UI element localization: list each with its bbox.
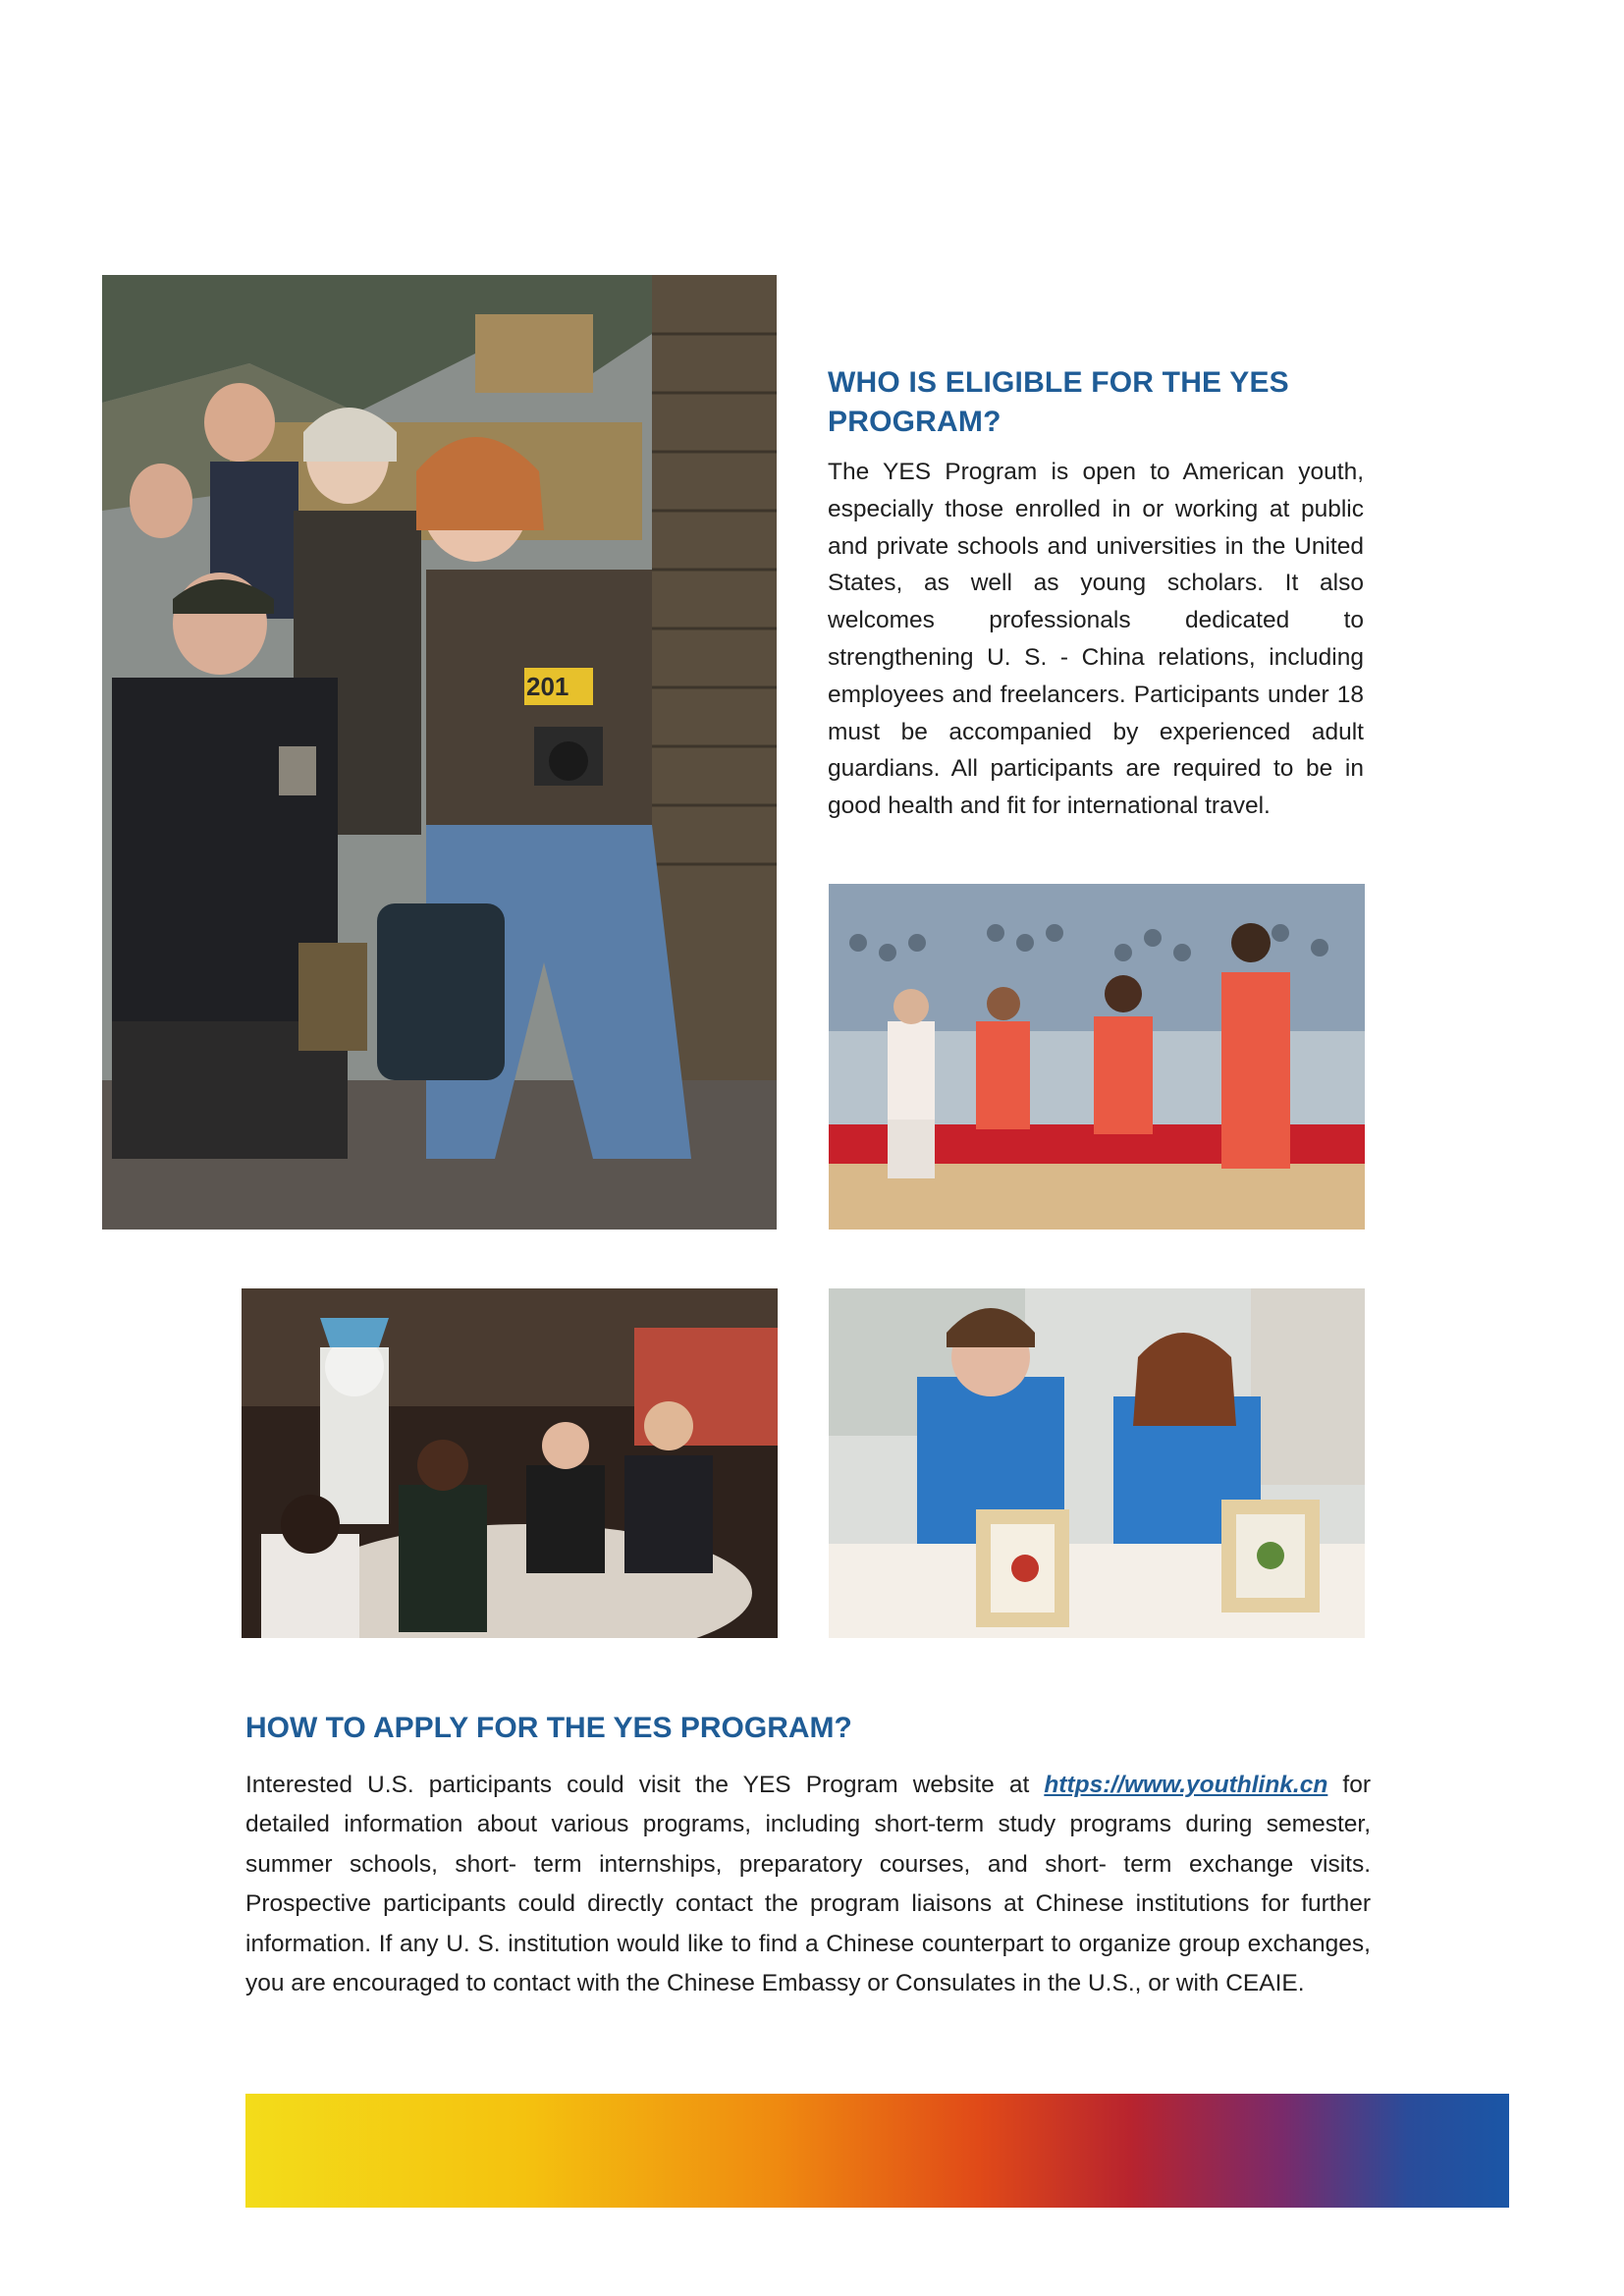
jersey-text: 201 bbox=[526, 672, 569, 701]
students-painting-photo bbox=[829, 1288, 1365, 1638]
apply-text-before: Interested U.S. participants could visit the YES Program website at bbox=[245, 1772, 1045, 1798]
eligibility-heading: WHO IS ELIGIBLE FOR THE YES PROGRAM? bbox=[828, 366, 1289, 438]
eligibility-paragraph: The YES Program is open to American youth, especially those enrolled in or working at public and private schools and universities in the United States, as well as young scholars. It also welcomes professionals dedicated to strengthening U. S. - China relations, including employees and freelancers. Participants under 18 must be accompanied by experienced adult guardians. All participants are required to be in good health and fit for international travel. bbox=[828, 459, 1364, 820]
apply-heading: HOW TO APPLY FOR THE YES PROGRAM? bbox=[245, 1712, 852, 1744]
apply-text-after: for detailed information about various programs, including short-term study programs during semester, summer schools, short- term internships, preparatory courses, and short- term exchange visits. Prospective participants could directly contact the program liaisons at Chinese institutions for further information. If any U. S. institution would like to find a Chinese counterpart to organize group exchanges, you are encouraged to contact with the Chinese Embassy or Consulates in the U.S., or with CEAIE. bbox=[245, 1772, 1371, 1997]
basketball-game-photo bbox=[829, 884, 1365, 1230]
dinner-opera-photo bbox=[242, 1288, 778, 1638]
apply-paragraph bbox=[245, 1766, 1371, 2003]
youthlink-website-link[interactable]: https://www.youthlink.cn bbox=[1044, 1772, 1328, 1798]
footer-gradient-bar bbox=[245, 2094, 1509, 2208]
great-wall-group-photo bbox=[102, 275, 777, 1230]
